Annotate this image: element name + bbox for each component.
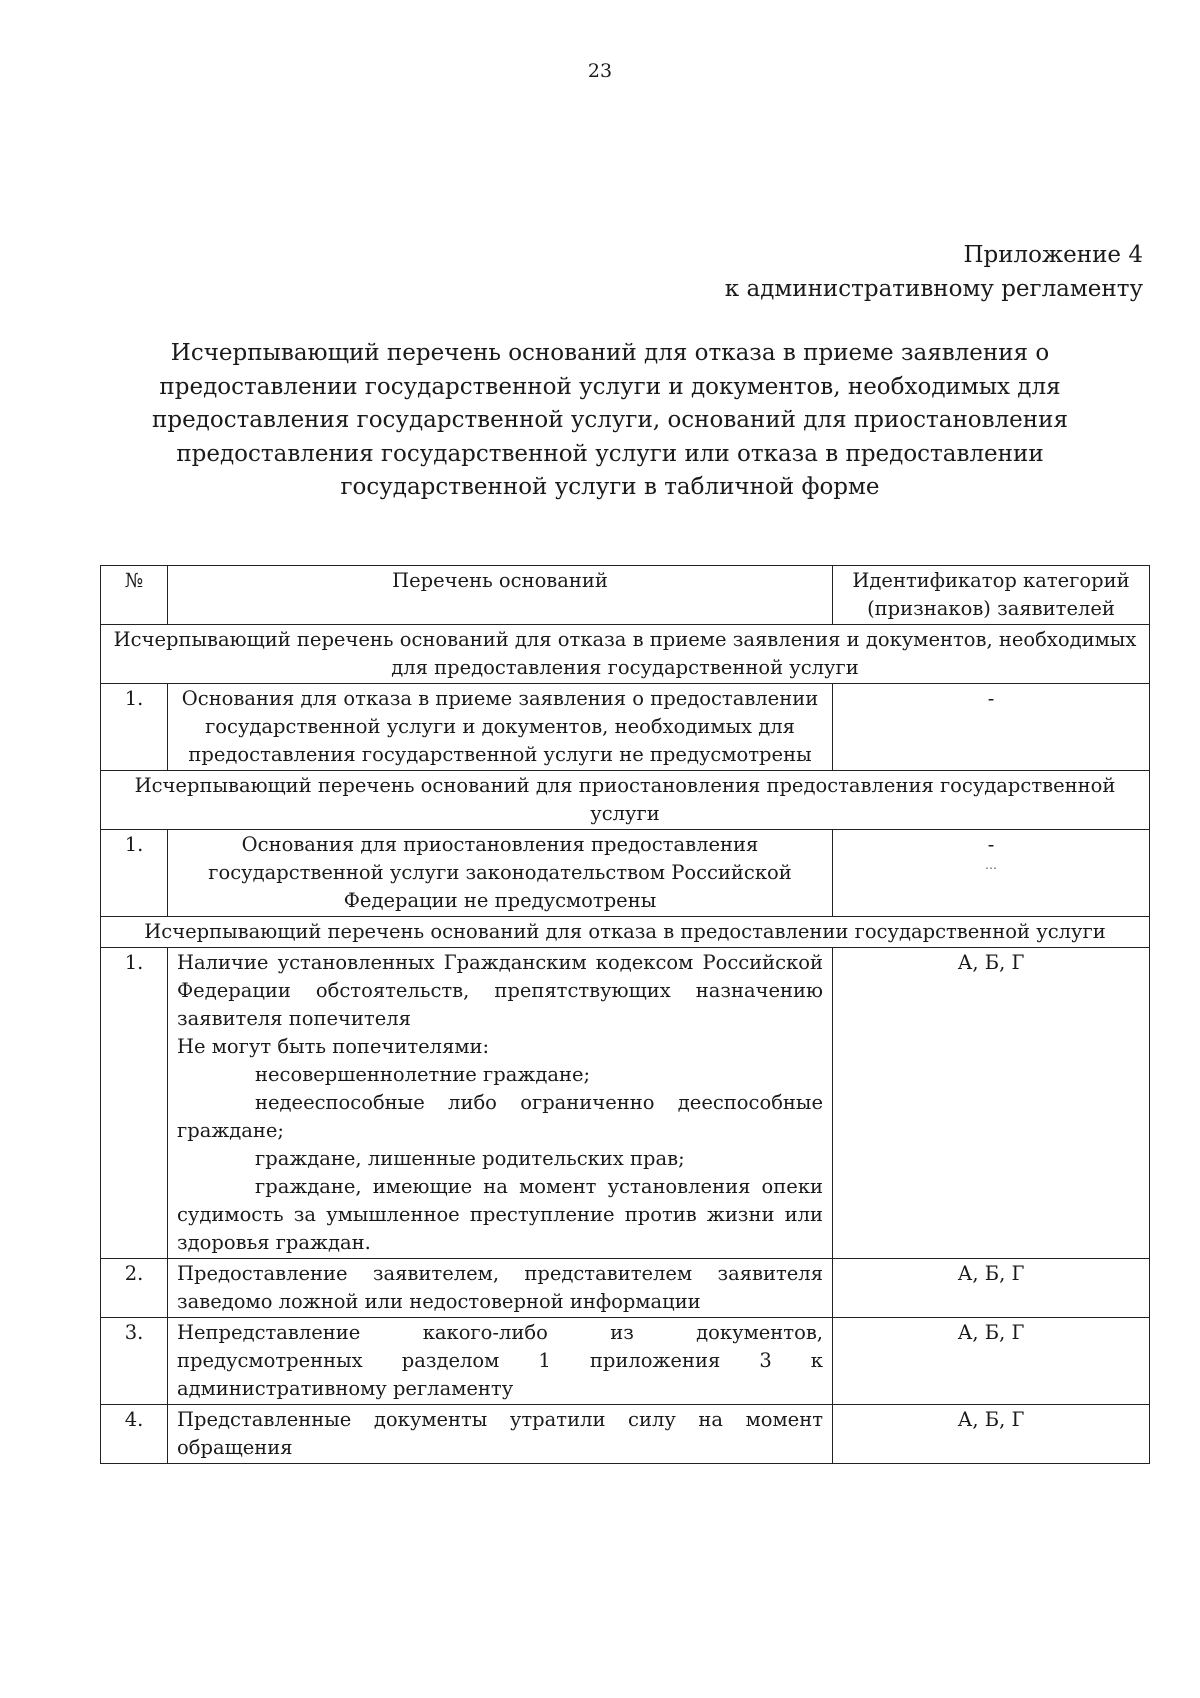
row-text-line: Основания для приостановления предоставления bbox=[241, 833, 759, 856]
document-title bbox=[150, 337, 1070, 505]
row-text-line: несовершеннолетние граждане; bbox=[255, 1063, 591, 1086]
row-text-line: заявителя попечителя bbox=[177, 1007, 411, 1030]
title-line: предоставления государственной услуги или отказа в предоставлении bbox=[176, 440, 1044, 467]
row-identifier: А, Б, Г bbox=[833, 948, 1150, 1259]
row-identifier: А, Б, Г bbox=[833, 1259, 1150, 1318]
row-text bbox=[168, 830, 833, 917]
row-num: 2. bbox=[101, 1259, 168, 1318]
section-heading-line: Исчерпывающий перечень оснований для отказа в приеме заявления и документов, необходимых bbox=[113, 628, 1137, 651]
section-heading bbox=[101, 625, 1150, 684]
row-text bbox=[168, 1318, 833, 1405]
table-row bbox=[101, 1405, 1150, 1464]
row-text-line: Основания для отказа в приеме заявления о предоставлении bbox=[181, 687, 819, 710]
table-header-row bbox=[101, 566, 1150, 625]
row-text-line: предусмотренных разделом 1 приложения 3 к bbox=[177, 1349, 823, 1372]
appendix-header bbox=[725, 238, 1143, 306]
row-identifier: А, Б, Г bbox=[833, 1318, 1150, 1405]
header-identifier-line: Идентификатор категорий bbox=[852, 569, 1130, 592]
header-identifier-line: (признаков) заявителей bbox=[867, 597, 1115, 620]
row-identifier-value: - bbox=[987, 833, 995, 856]
row-identifier: - bbox=[833, 684, 1150, 771]
row-text-line: Непредставление какого-либо из документов, bbox=[177, 1321, 823, 1344]
title-line: государственной услуги в табличной форме bbox=[340, 474, 880, 500]
row-text-line: здоровья граждан. bbox=[177, 1231, 371, 1254]
table-row bbox=[101, 830, 1150, 917]
row-text-line: государственной услуги и документов, необходимых для bbox=[205, 715, 795, 738]
row-text bbox=[168, 1405, 833, 1464]
row-text-line: административному регламенту bbox=[177, 1377, 514, 1400]
row-text-line: недееспособные либо ограниченно дееспособные bbox=[255, 1091, 823, 1114]
section-heading-row bbox=[101, 625, 1150, 684]
row-num: 1. bbox=[101, 684, 168, 771]
row-num: 4. bbox=[101, 1405, 168, 1464]
row-text-line: предоставления государственной услуги не предусмотрены bbox=[188, 743, 812, 766]
table-row bbox=[101, 948, 1150, 1259]
title-line: предоставлении государственной услуги и документов, необходимых для bbox=[159, 373, 1061, 400]
section-heading bbox=[101, 771, 1150, 830]
row-text bbox=[168, 684, 833, 771]
header-identifier bbox=[833, 566, 1150, 625]
row-num: 3. bbox=[101, 1318, 168, 1405]
header-list: Перечень оснований bbox=[168, 566, 833, 625]
section-heading-line: услуги bbox=[590, 802, 660, 825]
row-text-line: обращения bbox=[177, 1436, 293, 1459]
page-number: 23 bbox=[587, 60, 613, 82]
section-heading-line: для предоставления государственной услуги bbox=[391, 656, 859, 679]
row-text-line: граждане, лишенные родительских прав; bbox=[255, 1147, 685, 1170]
row-text-line: Федерации обстоятельств, препятствующих назначению bbox=[177, 979, 823, 1002]
section-heading-row bbox=[101, 771, 1150, 830]
header-num: № bbox=[101, 566, 168, 625]
row-text-line: государственной услуги законодательством Российской bbox=[208, 861, 792, 884]
grounds-table bbox=[100, 565, 1150, 1464]
row-text-line: Федерации не предусмотрены bbox=[343, 889, 657, 912]
row-text-line: заведомо ложной или недостоверной информации bbox=[177, 1290, 701, 1313]
title-line: Исчерпывающий перечень оснований для отказа в приеме заявления о bbox=[170, 340, 1050, 366]
row-identifier bbox=[833, 830, 1150, 917]
section-heading-row bbox=[101, 917, 1150, 948]
appendix-label: Приложение 4 bbox=[963, 242, 1143, 268]
title-line: предоставления государственной услуги, оснований для приостановления bbox=[152, 407, 1068, 433]
row-identifier: А, Б, Г bbox=[833, 1405, 1150, 1464]
table-row bbox=[101, 1318, 1150, 1405]
row-text-line: судимость за умышленное преступление против жизни или bbox=[177, 1203, 823, 1226]
scan-mark: … bbox=[985, 858, 997, 872]
row-text-line: Предоставление заявителем, представителем заявителя bbox=[177, 1262, 823, 1285]
row-num: 1. bbox=[101, 948, 168, 1259]
section-heading: Исчерпывающий перечень оснований для отказа в предоставлении государственной услуги bbox=[101, 917, 1150, 948]
row-text bbox=[168, 948, 833, 1259]
row-text-line: Представленные документы утратили силу на момент bbox=[177, 1408, 823, 1431]
row-text-line: граждане; bbox=[177, 1119, 285, 1142]
row-text-line: Наличие установленных Гражданским кодексом Российской bbox=[177, 951, 823, 974]
table-row bbox=[101, 1259, 1150, 1318]
row-text-line: Не могут быть попечителями: bbox=[177, 1035, 490, 1058]
section-heading-line: Исчерпывающий перечень оснований для приостановления предоставления государственной bbox=[134, 774, 1116, 797]
row-text-line: граждане, имеющие на момент установления опеки bbox=[255, 1175, 823, 1198]
row-text bbox=[168, 1259, 833, 1318]
appendix-reference: к административному регламенту bbox=[724, 276, 1143, 302]
row-num: 1. bbox=[101, 830, 168, 917]
table-row bbox=[101, 684, 1150, 771]
